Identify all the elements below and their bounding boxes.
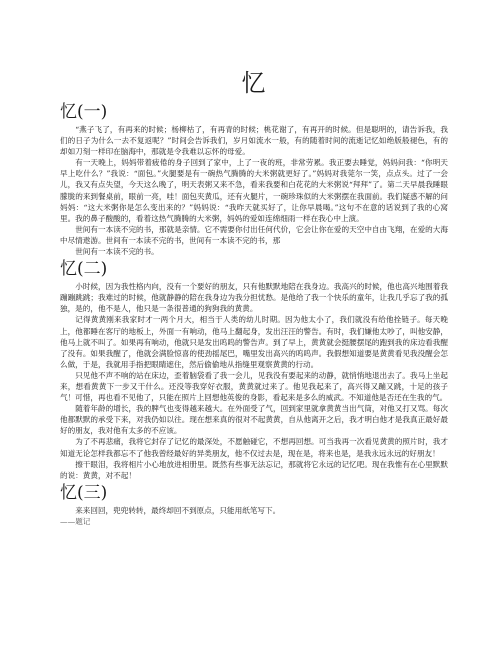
- section-2-paragraph: 随着年龄的增长，我的脾气也变得越来越大。在外面受了气，回到家里就拿黄黄当出气筒，对他又打又骂。每次他都默默的承受下来，对我仍如以往。现在想来真的很对不起黄黄，自从他离开之后，我才明白他才是我真正最好最好的朋友，我对他有太多的不应该。: [60, 404, 448, 436]
- section-2-paragraph: 为了不再悲痛，我将它封存了记忆的最深处，不愿触碰它，不想再回想。可当我再一次看见黄黄的照片时，我才知道无论怎样我都忘不了他我曾经最好的异类朋友，他不仅过去是，现在是，将来也是，是我永远永远的好朋友！: [60, 437, 448, 458]
- section-3-heading: 忆(三): [60, 482, 108, 503]
- section-3-paragraph: 来来回回，兜兜转转，最终却回不到原点，只能用纸笔写下。: [75, 505, 281, 515]
- document-title: 忆: [241, 69, 267, 97]
- section-2-paragraph: 小时候，因为我性格内向，没有一个要好的朋友，只有他默默地陪在我身边。我高兴的时候，他也高兴地围着我蹦蹦跳跳；我难过的时候，他就静静的陪在我身边为我分担忧愁。是他给了我一个快乐的童年，让我几乎忘了我的孤独，是的，他不是人，他只是一条很普通的狗狗我的黄黄。: [60, 282, 448, 314]
- section-1-paragraph: 世间有一本读不完的书，那就是亲情。它不需要你付出任何代价，它会让你在爱的天空中自由飞翔，在爱的大海中尽情遨游。世间有一本读不完的书，世间有一本读不完的书，那: [60, 224, 448, 245]
- section-2-paragraph: 记得黄黄刚来我家时才一两个月大，相当于人类的幼儿时期。因为他太小了，我们就没有给他拴链子。每天晚上，他都睡在客厅的地板上，外面一有响动，他马上翻起身，发出汪汪的警告。有时，我们嫌他太吵了，叫他安静，他马上就不叫了。如果再有响动，他就只是发出呜呜的警告声。到了早上，黄黄就会挺腰摆尾的跑到我的床边看我醒了没有。如果我醒了，他就会满脸惊喜的使劲摇尾巴，嘴里发出高兴的呜呜声。我假想知道要是黄黄看见我没醒会怎么做，于是，我就用手指把眼睛遮住，然后偷偷地从指缝里观察黄黄的行动。: [60, 315, 448, 369]
- epigraph-signature: ——题记: [60, 516, 91, 526]
- section-1-paragraph: “燕子飞了，有再来的时候；杨柳枯了，有再青的时候；桃花谢了，有再开的时候。但是聪明的，请告诉我，我们的日子为什么一去不复返呢？”时间会告诉我们，岁月如流水一般，有的随着时间的流逝记忆如绝版般褪色，有的却如刀刻一样印在脑海中，那就是令我难以忘怀的母爱。: [60, 125, 448, 157]
- section-1-paragraph: 有一天晚上，妈妈带着疲倦的身子回到了家中，上了一夜的班，非常劳累。我正要去睡觉，妈妈问我：“你明天早上吃什么？”我说：“面包。”火腿要是有一碗热气腾腾的大米粥就更好了。”妈妈对我莞尔一笑，点点头。过了一会儿，我又有点失望，今天这么晚了，明天表粥又来不急，看来我要和白花花的大米粥说“拜拜”了。第二天早晨我睡眼朦胧的来到餐桌前，眼前一亮，哇！面包夹黄瓜，还有火腿片，一碗珍珠似的大米粥摆在我面前。我们疑惑不解的问妈妈：“这大米粥你是怎么变出来的？”妈妈说：“我昨天就买好了，让你早晨喝。”这句不在意的话说到了我的心窝里。我的鼻子酸酸的，看着这热气腾腾的大米粥，妈妈的爱如连绵细雨一样在我心中上演。: [60, 158, 448, 223]
- section-1-heading: 忆(一): [60, 102, 108, 122]
- section-2-paragraph: 擦干眼泪，我将相片小心地放进相册里。既然有些事无法忘记，那就将它永远的记忆吧。现在我惟有在心里默默的说：黄黄，对不起！: [60, 459, 448, 480]
- section-2-paragraph: 只见他不声不响的站在床边，歪着脑袋看了我一会儿，见我没有要起来的动静，就悄悄地退出去了。我马上坐起来，想看黄黄下一步又干什么。还没等我穿好衣服，黄黄就过来了。他见我起来了，高兴得又蹦又跳，十足的孩子气！可惜，再也看不见他了，只能在照片上回想他英俊的身影，看起来是多么的威武。不知道他是否还在生我的气。: [60, 370, 448, 403]
- section-2-heading: 忆(二): [60, 259, 108, 280]
- section-1-paragraph: 世间有一本读不完的书。: [75, 247, 159, 257]
